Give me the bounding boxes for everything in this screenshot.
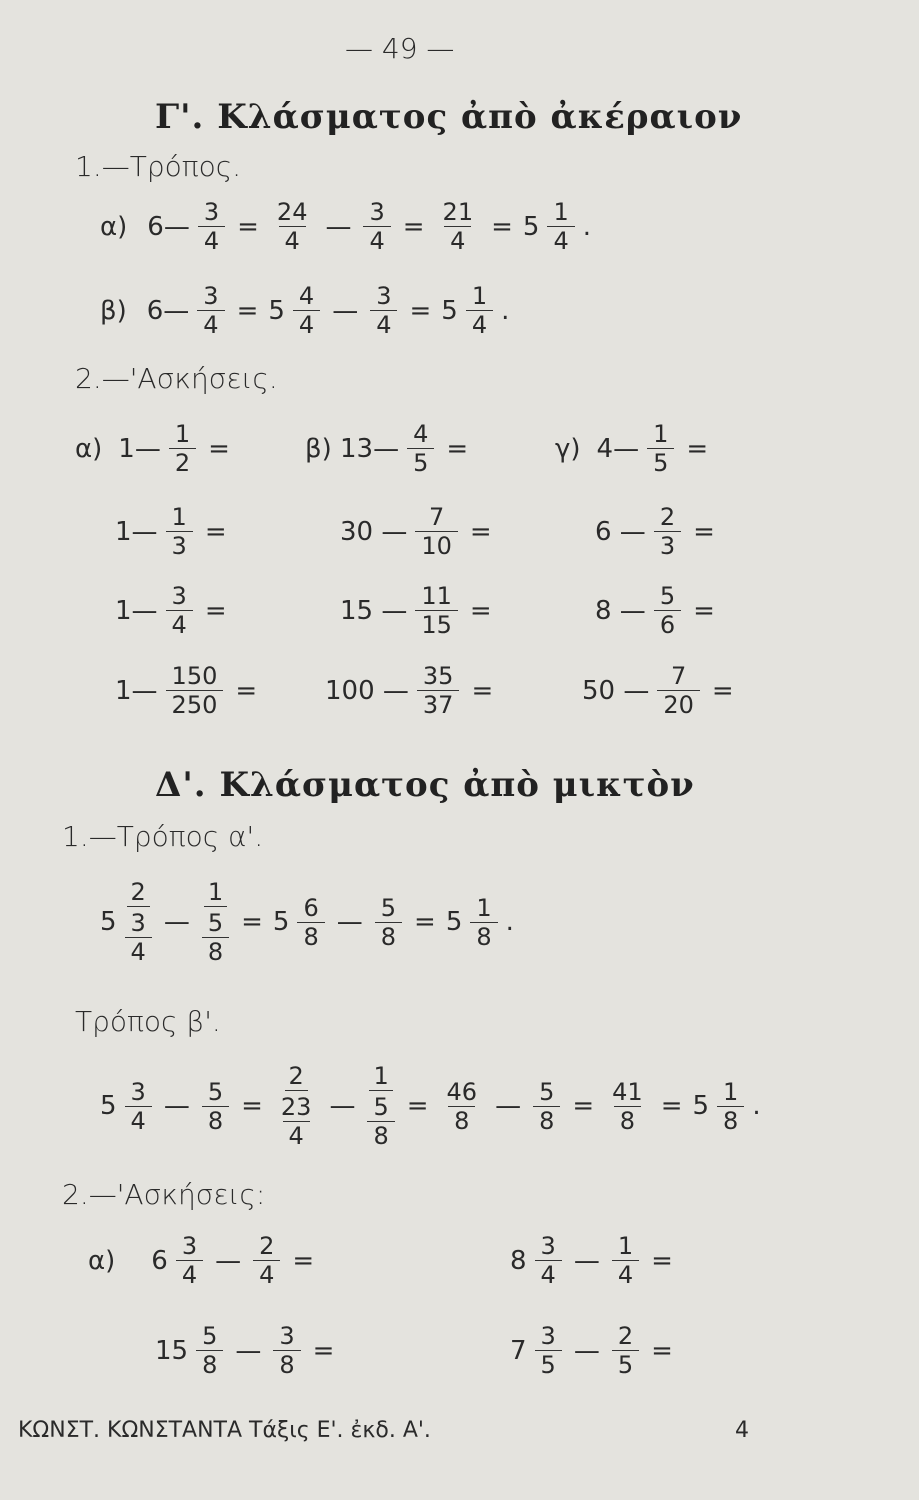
fraction: $\frac{1}{8}$	[717, 1078, 744, 1135]
compound-fraction: $\frac{2}{\frac{23}{4}}$	[280, 1062, 312, 1150]
fraction: $\frac{4}{5}$	[407, 420, 434, 477]
g-line-a-label: α)	[100, 211, 128, 242]
method-label-g: 1.—Τρόπος.	[75, 150, 242, 183]
fraction: $\frac{41}{8}$	[612, 1077, 643, 1135]
fraction: $\frac{1}{4}$	[547, 198, 574, 255]
exercises-label-d: 2.—'Ασκήσεις:	[62, 1178, 266, 1211]
fraction: $\frac{1}{4}$	[612, 1232, 639, 1289]
fraction: $\frac{6}{8}$	[297, 894, 324, 951]
compound-fraction: $\frac{1}{\frac{5}{8}}$	[365, 1062, 396, 1150]
fraction: $\frac{1}{2}$	[169, 420, 196, 477]
fraction: $\frac{5}{8}$	[196, 1322, 223, 1379]
section-g-title: Γ'. Κλάσματος ἀπὸ ἀκέραιον	[155, 97, 743, 137]
fraction: $\frac{3}{5}$	[535, 1322, 562, 1379]
fraction: $\frac{3}{4}$	[198, 198, 225, 255]
fraction: $\frac{11}{15}$	[415, 582, 458, 639]
ex-row-2-a: 1— $\frac{1}{3}$ =	[115, 503, 227, 560]
g-line-b-whole: 6—	[146, 295, 190, 326]
ex-row-1: α) 1— $\frac{1}{2}$ =	[75, 420, 230, 477]
ex-row-1-b: β) 13— $\frac{4}{5}$ =	[305, 420, 469, 477]
fraction: $\frac{3}{4}$	[125, 1078, 152, 1135]
fraction: $\frac{1}{3}$	[166, 503, 193, 560]
fraction: $\frac{150}{250}$	[166, 662, 224, 719]
fraction: $\frac{3}{4}$	[363, 198, 390, 255]
fraction: $\frac{5}{8}$	[202, 1078, 229, 1135]
fraction: $\frac{46}{8}$	[446, 1077, 478, 1135]
d-ex-3: 15 $\frac{5}{8}$ — $\frac{3}{8}$ =	[155, 1322, 335, 1379]
fraction: $\frac{7}{20}$	[657, 662, 700, 719]
fraction: $\frac{24}{4}$	[276, 198, 308, 255]
fraction: $\frac{21}{4}$	[442, 198, 474, 255]
fraction: $\frac{3}{4}$	[370, 282, 397, 339]
fraction: $\frac{5}{8}$	[533, 1078, 560, 1135]
fraction: $\frac{1}{4}$	[466, 282, 493, 339]
method-b-label: Τρόπος β'.	[75, 1005, 221, 1038]
section-d-title: Δ'. Κλάσματος ἀπὸ μικτὸν	[155, 765, 695, 805]
ex-row-3-b: 15 — $\frac{11}{15}$ =	[340, 582, 492, 639]
fraction: $\frac{35}{37}$	[417, 662, 460, 719]
d-ex-2: 8 $\frac{3}{4}$ — $\frac{1}{4}$ =	[510, 1232, 673, 1289]
d-ex-4: 7 $\frac{3}{5}$ — $\frac{2}{5}$ =	[510, 1322, 673, 1379]
ex-row-4-b: 100 — $\frac{35}{37}$ =	[325, 662, 494, 719]
compound-fraction: $\frac{1}{\frac{5}{8}}$	[200, 878, 231, 966]
ex-row-3-a: 1— $\frac{3}{4}$ =	[115, 582, 227, 639]
d-method-b: 5 $\frac{3}{4}$ — $\frac{5}{8}$ = $\frac{2}{\frac{23}{4}}$ — $\frac{1}{\frac{5}{8}}$ = $\frac{46}{8}$ — $\frac{5}{8}$ = $\frac{41}{8}$ = 5 $\frac{1}{8}$ .	[100, 1062, 761, 1150]
exercises-label-g: 2.—'Ασκήσεις.	[75, 362, 278, 395]
compound-fraction: 2 $\frac{3}{4}$	[123, 878, 154, 966]
ex-row-3-c: 8 — $\frac{5}{6}$ =	[595, 582, 715, 639]
page-number: — 49 —	[345, 32, 455, 65]
fraction: $\frac{1}{8}$	[470, 894, 497, 951]
ex-row-1-c: γ) 4— $\frac{1}{5}$ =	[555, 420, 709, 477]
d-ex-1: α) 6 $\frac{3}{4}$ — $\frac{2}{4}$ =	[88, 1232, 315, 1289]
footer-left: ΚΩΝΣΤ. ΚΩΝΣΤΑΝΤΑ Τάξις Ε'. ἐκδ. Α'.	[18, 1418, 431, 1443]
fraction: $\frac{2}{4}$	[253, 1232, 280, 1289]
ex-row-2-c: 6 — $\frac{2}{3}$ =	[595, 503, 715, 560]
ex-row-4-c: 50 — $\frac{7}{20}$ =	[582, 662, 734, 719]
fraction: $\frac{5}{8}$	[375, 894, 402, 951]
fraction: $\frac{3}{4}$	[176, 1232, 203, 1289]
fraction: $\frac{5}{6}$	[654, 582, 681, 639]
fraction: $\frac{7}{10}$	[415, 503, 458, 560]
fraction: $\frac{3}{8}$	[273, 1322, 300, 1379]
g-line-b-label: β)	[100, 295, 127, 326]
fraction: $\frac{3}{4}$	[535, 1232, 562, 1289]
d-method-a: 5 2 $\frac{3}{4}$ — $\frac{1}{\frac{5}{8}}$ = 5 $\frac{6}{8}$ — $\frac{5}{8}$ = 5 $\frac{1}{8}$ .	[100, 878, 514, 966]
fraction: $\frac{3}{4}$	[197, 282, 224, 339]
fraction: $\frac{3}{4}$	[166, 582, 193, 639]
method-a-label: 1.—Τρόπος α'.	[62, 820, 264, 853]
ex-row-4-a: 1— $\frac{150}{250}$ =	[115, 662, 258, 719]
g-line-b: β) 6— $\frac{3}{4}$ = 5 $\frac{4}{4}$ — $\frac{3}{4}$ = 5 $\frac{1}{4}$ .	[100, 282, 510, 339]
fraction: $\frac{2}{3}$	[654, 503, 681, 560]
fraction: $\frac{4}{4}$	[293, 282, 320, 339]
g-line-a: α) 6— $\frac{3}{4}$ = $\frac{24}{4}$ — $\frac{3}{4}$ = $\frac{21}{4}$ = 5 $\frac{1}{4}$ .	[100, 198, 591, 255]
footer-right: 4	[735, 1418, 749, 1443]
ex-row-2-b: 30 — $\frac{7}{10}$ =	[340, 503, 492, 560]
fraction: $\frac{1}{5}$	[647, 420, 674, 477]
fraction: $\frac{2}{5}$	[612, 1322, 639, 1379]
g-line-a-whole: 6—	[147, 211, 190, 242]
